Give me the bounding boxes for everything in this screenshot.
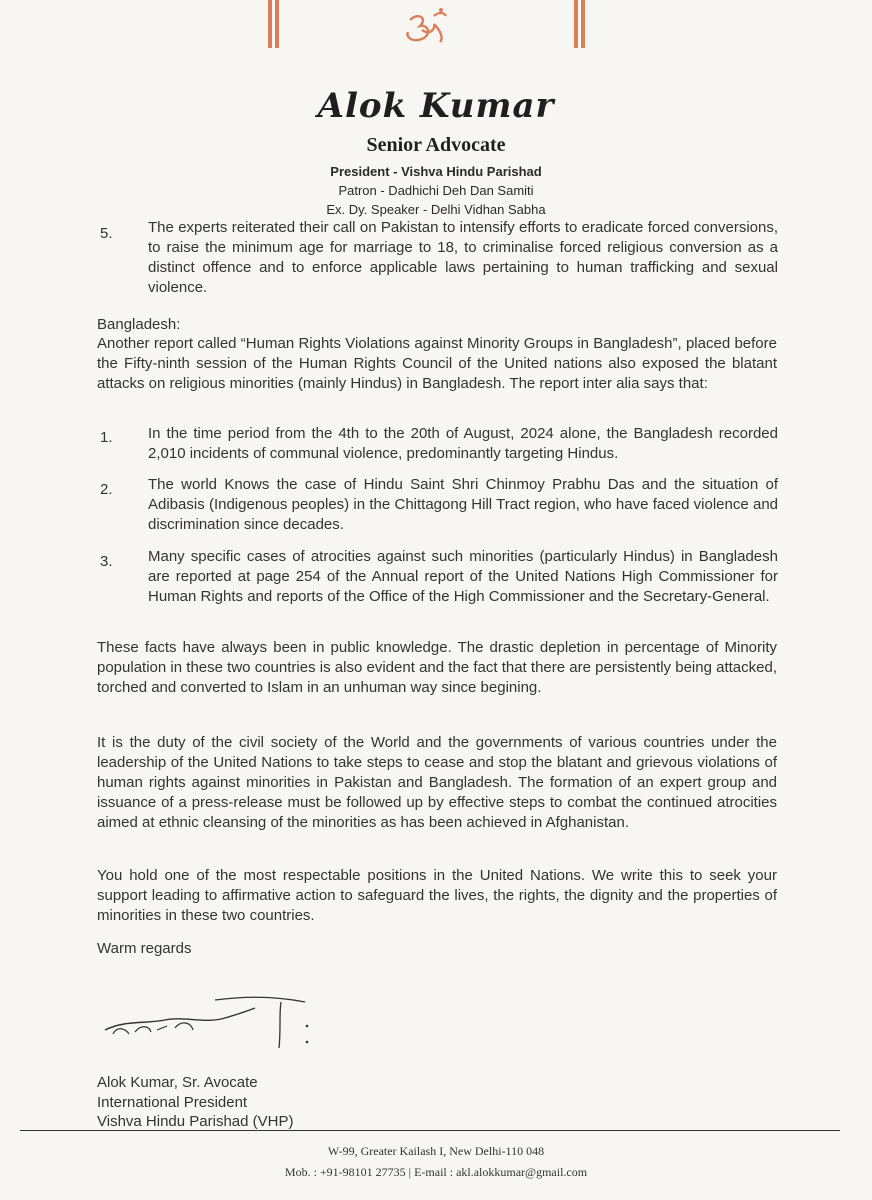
item-1-number: 1. <box>100 429 113 446</box>
item-3-number: 3. <box>100 553 113 570</box>
letterhead-line-president: President - Vishva Hindu Parishad <box>330 164 542 179</box>
closing-regards: Warm regards <box>97 940 192 957</box>
point-5-number: 5. <box>100 225 113 242</box>
handwritten-signature <box>95 990 335 1060</box>
signatory-role: International President <box>97 1094 248 1111</box>
letterhead-line-speaker: Ex. Dy. Speaker - Delhi Vidhan Sabha <box>326 202 546 217</box>
letterhead-name: Alok Kumar <box>317 86 555 126</box>
paragraph-request-support: You hold one of the most respectable positions in the United Nations. We write this to seek your support leading to affirmative action to safeguard the lives, the rights, the dignity and the properties of minorities in these two countries. <box>97 867 777 924</box>
right-decor-bar-outer <box>581 0 585 48</box>
om-symbol-icon <box>396 6 456 50</box>
signatory-organization: Vishva Hindu Parishad (VHP) <box>97 1113 294 1130</box>
left-decor-bar-outer <box>268 0 272 48</box>
point-5-text: The experts reiterated their call on Pakistan to intensify efforts to eradicate forced conversions, to raise the minimum age for marriage to 18, to criminalise forced religious conversion as a distinct offence and to enforce applicable laws pertaining to human trafficking and sexual violence. <box>148 219 778 296</box>
bangladesh-intro: Another report called “Human Rights Violations against Minority Groups in Bangladesh”, placed before the Fifty-ninth session of the Human Rights Council of the United nations also exposed the blatant attacks on religious minorities (mainly Hindus) in Bangladesh. The report inter alia says that: <box>97 335 777 392</box>
paragraph-duty-civil-society: It is the duty of the civil society of the World and the governments of various countries under the leadership of the United Nations to take steps to cease and stop the blatant and grievous violations of human rights against minorities in Pakistan and Bangladesh. The formation of an expert group and issuance of a press-release must be followed up by effective steps to combat the continued atrocities aimed at ethnic cleansing of the minorities as has been achieved in Afghanistan. <box>97 734 777 831</box>
signatory-name: Alok Kumar, Sr. Avocate <box>97 1074 258 1091</box>
footer-address: W-99, Greater Kailash I, New Delhi-110 048 <box>327 1144 545 1158</box>
letterhead-title: Senior Advocate <box>366 134 506 156</box>
item-1-text: In the time period from the 4th to the 20th of August, 2024 alone, the Bangladesh recorded 2,010 incidents of communal violence, predominantly targeting Hindus. <box>148 425 778 462</box>
item-2-text: The world Knows the case of Hindu Saint Shri Chinmoy Prabhu Das and the situation of Adibasis (Indigenous peoples) in the Chittagong Hill Tract region, who have faced violence and discrimination since decades. <box>148 476 778 533</box>
footer-contact: Mob. : +91-98101 27735 | E-mail : akl.alokkumar@gmail.com <box>284 1165 588 1179</box>
left-decor-bar-inner <box>275 0 279 48</box>
item-3-text: Many specific cases of atrocities against such minorities (particularly Hindus) in Bangladesh are reported at page 254 of the Annual report of the United Nations High Commissioner for Human Rights and reports of the Office of the High Commissioner and the Secretary-General. <box>148 548 778 605</box>
letterhead-line-patron: Patron - Dadhichi Deh Dan Samiti <box>338 183 534 198</box>
right-decor-bar-inner <box>574 0 578 48</box>
paragraph-public-knowledge: These facts have always been in public knowledge. The drastic depletion in percentage of Minority population in these two countries is also evident and the fact that there are persistently being attacked, torched and converted to Islam in an unhuman way since begining. <box>97 639 777 696</box>
footer-divider <box>20 1130 840 1131</box>
section-heading-bangladesh: Bangladesh: <box>97 316 181 333</box>
item-2-number: 2. <box>100 481 113 498</box>
